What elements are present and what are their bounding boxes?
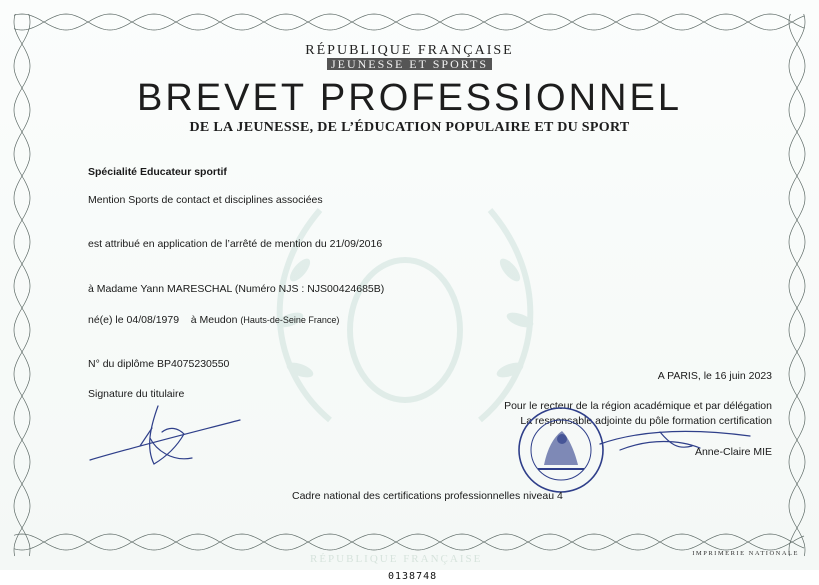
framework-line: Cadre national des certifications professionnelles niveau 4 — [292, 490, 563, 502]
issuer-line-1: Pour le recteur de la région académique et par délégation — [504, 400, 772, 412]
issue-place-date: A PARIS, le 16 juin 2023 — [657, 370, 772, 382]
certificate-subtitle: DE LA JEUNESSE, DE L’ÉDUCATION POPULAIRE ET DU SPORT — [189, 120, 630, 135]
birth-line — [88, 314, 339, 326]
holder-line: à Madame Yann MARESCHAL (Numéro NJS : NJS00424685B) — [88, 283, 385, 295]
ministry-banner-wrap — [0, 58, 819, 70]
diploma-number: N° du diplôme BP4075230550 — [88, 358, 230, 370]
birth-region: (Hauts-de-Seine France) — [240, 315, 340, 325]
faint-republique: RÉPUBLIQUE FRANÇAISE — [310, 553, 483, 565]
certificate-title: BREVET PROFESSIONNEL — [137, 77, 682, 119]
printer-mark: IMPRIMERIE NATIONALE — [692, 550, 799, 557]
republique-heading: RÉPUBLIQUE FRANÇAISE — [305, 43, 514, 58]
mention-line: Mention Sports de contact et disciplines associées — [88, 194, 323, 206]
attribution-line: est attribué en application de l’arrêté de mention du 21/09/2016 — [88, 238, 383, 250]
specialite-line: Spécialité Educateur sportif — [88, 166, 227, 178]
signatory-name: Anne-Claire MIE — [694, 446, 772, 458]
birth-city: à Meudon — [190, 314, 238, 326]
serial-number: 0138748 — [388, 571, 438, 582]
birth-date: né(e) le 04/08/1979 — [88, 314, 180, 326]
ministry-banner: JEUNESSE ET SPORTS — [327, 58, 492, 70]
holder-signature — [80, 398, 250, 470]
issuer-line-2: La responsable adjointe du pôle formation certification — [520, 415, 772, 427]
holder-signature-label: Signature du titulaire — [88, 388, 185, 400]
